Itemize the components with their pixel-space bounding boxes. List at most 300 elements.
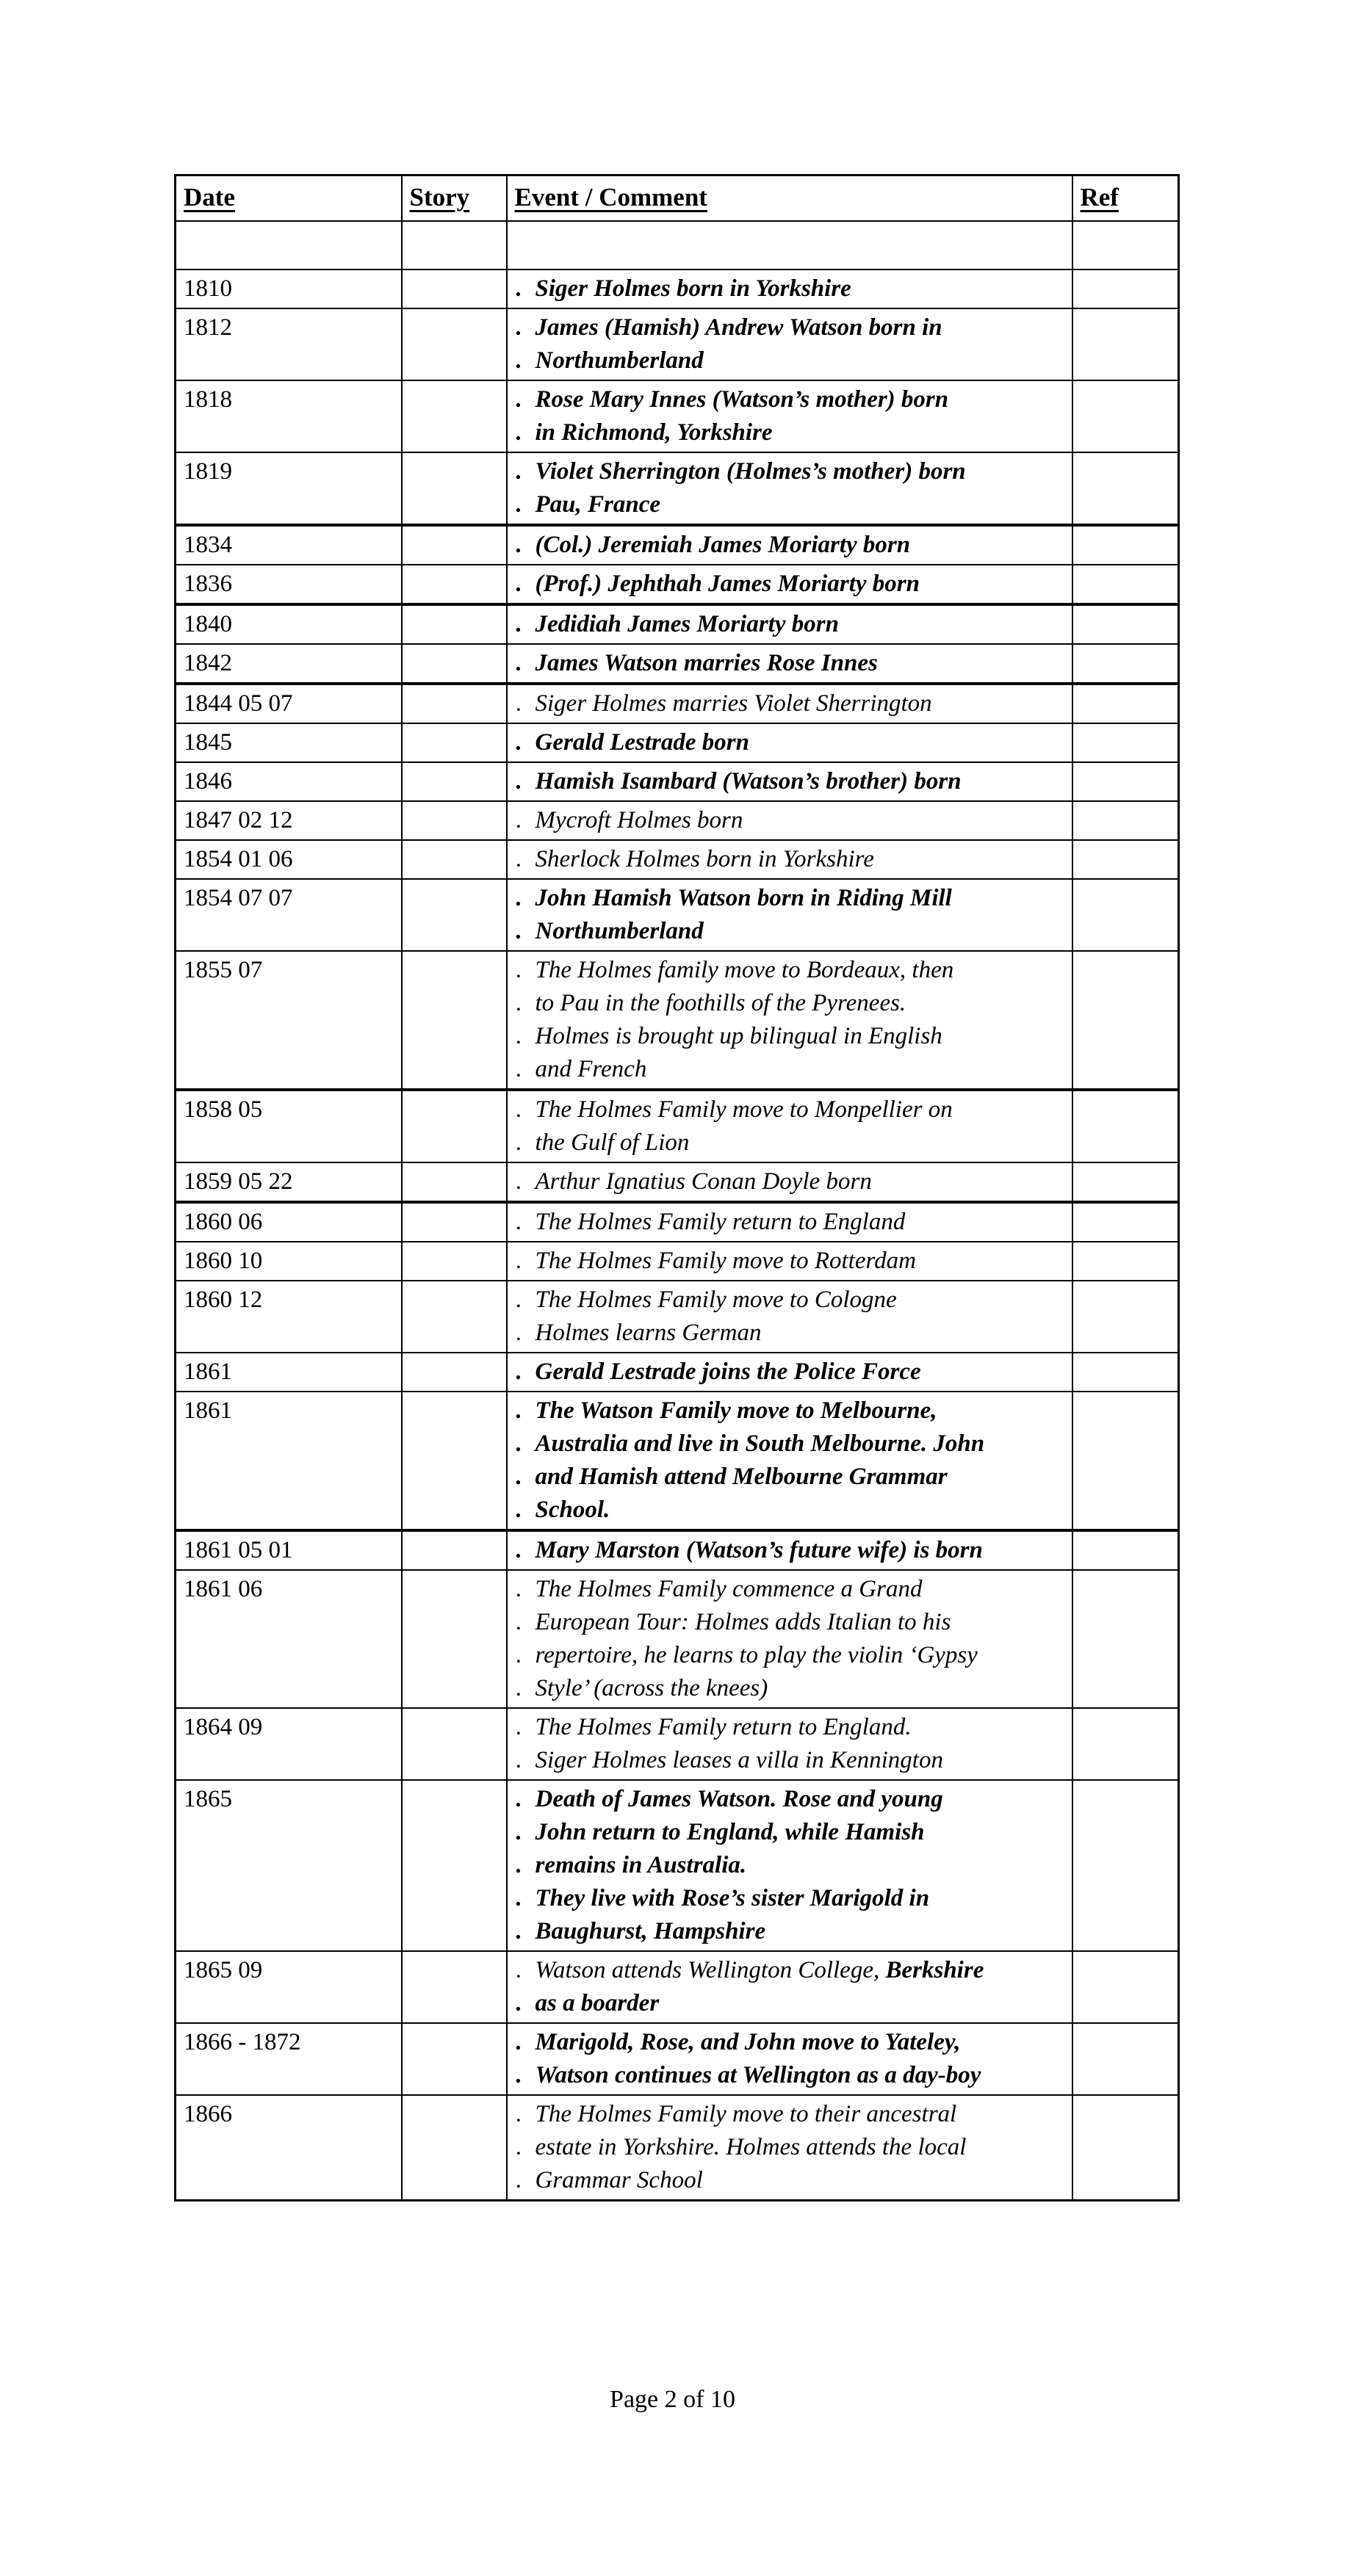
bullet-marker: . — [516, 1168, 522, 1195]
table-row — [176, 1780, 1179, 1951]
event-comment-cell — [507, 762, 1072, 801]
event-comment-cell — [507, 269, 1072, 308]
event-line — [516, 488, 1069, 521]
story-cell — [402, 1162, 507, 1202]
event-line — [516, 1744, 1069, 1777]
event-comment-cell — [507, 644, 1072, 684]
bullet-marker: . — [516, 386, 522, 413]
event-text: Gerald Lestrade joins the Police Force — [535, 1358, 921, 1385]
bullet-marker: . — [516, 1747, 522, 1773]
story-cell — [402, 308, 507, 380]
event-line — [516, 1494, 1069, 1527]
date-cell: 1812 — [176, 308, 402, 380]
event-line — [516, 987, 1069, 1020]
bullet-marker: . — [516, 1358, 522, 1385]
bullet-marker: . — [516, 1918, 522, 1944]
event-text: Holmes learns German — [535, 1320, 762, 1346]
event-comment-cell — [507, 1951, 1072, 2023]
event-text: European Tour: Holmes adds Italian to his — [535, 1609, 951, 1635]
event-text: Death of James Watson. Rose and young — [535, 1786, 943, 1812]
event-text: remains in Australia. — [535, 1852, 747, 1878]
bullet-marker: . — [516, 1609, 522, 1635]
event-line — [516, 2059, 1069, 2092]
event-text: Mary Marston (Watson’s future wife) is born — [535, 1537, 983, 1563]
bullet-marker: . — [516, 1320, 522, 1346]
story-cell — [402, 801, 507, 840]
event-line — [516, 765, 1069, 798]
date-cell: 1810 — [176, 269, 402, 308]
table-row — [176, 879, 1179, 951]
event-line — [516, 1093, 1069, 1126]
event-comment-cell — [507, 1202, 1072, 1242]
story-cell — [402, 2023, 507, 2095]
bullet-marker: . — [516, 275, 522, 302]
story-cell — [402, 1570, 507, 1708]
date-cell: 1860 06 — [176, 1202, 402, 1242]
event-line — [516, 1573, 1069, 1606]
event-comment-cell — [507, 565, 1072, 604]
table-row — [176, 269, 1179, 308]
event-line — [516, 2026, 1069, 2059]
bullet-marker: . — [516, 768, 522, 795]
page-number-footer: Page 2 of 10 — [610, 2386, 735, 2413]
story-cell — [402, 565, 507, 604]
ref-cell — [1072, 879, 1179, 951]
event-line — [516, 1534, 1069, 1567]
event-line — [516, 1245, 1069, 1278]
event-comment-cell — [507, 1090, 1072, 1162]
event-line — [516, 915, 1069, 948]
event-text: estate in Yorkshire. Holmes attends the local — [535, 2134, 967, 2160]
table-row — [176, 2095, 1179, 2201]
event-text: They live with Rose’s sister Marigold in — [535, 1885, 930, 1911]
event-line — [516, 1711, 1069, 1744]
event-comment-cell — [507, 1242, 1072, 1281]
event-text: Siger Holmes born in Yorkshire — [535, 275, 851, 302]
event-line — [516, 1915, 1069, 1948]
column-header-date: Date — [176, 176, 402, 222]
event-line — [516, 1461, 1069, 1494]
event-line — [516, 272, 1069, 305]
event-text: Hamish Isambard (Watson’s brother) born — [535, 768, 962, 795]
table-row — [176, 1392, 1179, 1530]
ref-cell — [1072, 801, 1179, 840]
table-row — [176, 1202, 1179, 1242]
bullet-marker: . — [516, 2029, 522, 2055]
event-comment-cell — [507, 1780, 1072, 1951]
event-line — [516, 1816, 1069, 1849]
bullet-marker: . — [516, 1537, 522, 1563]
bullet-marker: . — [516, 918, 522, 944]
bullet-marker: . — [516, 347, 522, 374]
event-line — [516, 416, 1069, 449]
event-comment-cell — [507, 684, 1072, 723]
bullet-marker: . — [516, 2062, 522, 2088]
column-header-story: Story — [402, 176, 507, 222]
event-line — [516, 529, 1069, 562]
event-text: Arthur Ignatius Conan Doyle born — [535, 1168, 872, 1195]
ref-cell — [1072, 644, 1179, 684]
event-line — [516, 804, 1069, 837]
bullet-marker: . — [516, 1397, 522, 1424]
ref-cell — [1072, 723, 1179, 762]
date-cell: 1819 — [176, 452, 402, 525]
event-line — [516, 2098, 1069, 2131]
event-text: Marigold, Rose, and John move to Yateley, — [535, 2029, 961, 2055]
event-comment-cell — [507, 723, 1072, 762]
event-comment-cell — [507, 951, 1072, 1090]
event-text: Berkshire — [885, 1957, 984, 1983]
story-cell — [402, 1353, 507, 1392]
event-text: repertoire, he learns to play the violin ‘Gypsy — [535, 1642, 978, 1668]
bullet-marker: . — [516, 885, 522, 911]
event-comment-cell — [507, 879, 1072, 951]
table-row — [176, 1242, 1179, 1281]
event-text: John Hamish Watson born in Riding Mill — [535, 885, 952, 911]
bullet-marker: . — [516, 1096, 522, 1123]
ref-cell — [1072, 1281, 1179, 1353]
event-text: Gerald Lestrade born — [535, 729, 749, 756]
event-text: and French — [535, 1056, 647, 1082]
date-cell: 1836 — [176, 565, 402, 604]
ref-cell — [1072, 1202, 1179, 1242]
table-header-row — [176, 176, 1179, 222]
event-comment-cell — [507, 221, 1072, 269]
event-line — [516, 1053, 1069, 1086]
ref-cell — [1072, 565, 1179, 604]
event-text: Siger Holmes leases a villa in Kennington — [535, 1747, 943, 1773]
event-line — [516, 1672, 1069, 1705]
ref-cell — [1072, 951, 1179, 1090]
event-text: The Holmes Family move to Rotterdam — [535, 1248, 916, 1274]
event-text: Australia and live in South Melbourne. John — [535, 1430, 985, 1457]
bullet-marker: . — [516, 1714, 522, 1740]
date-cell: 1846 — [176, 762, 402, 801]
date-cell: 1860 10 — [176, 1242, 402, 1281]
event-text: Violet Sherrington (Holmes’s mother) born — [535, 458, 966, 485]
story-cell — [402, 762, 507, 801]
event-line — [516, 1639, 1069, 1672]
table-row — [176, 1570, 1179, 1708]
table-row — [176, 840, 1179, 879]
event-comment-cell — [507, 1708, 1072, 1780]
story-cell — [402, 1530, 507, 1570]
date-cell: 1864 09 — [176, 1708, 402, 1780]
event-text: Grammar School — [535, 2167, 703, 2193]
event-line — [516, 1284, 1069, 1317]
table-row — [176, 1090, 1179, 1162]
bullet-marker: . — [516, 1430, 522, 1457]
event-text: James (Hamish) Andrew Watson born in — [535, 314, 942, 341]
event-comment-cell — [507, 1392, 1072, 1530]
bullet-marker: . — [516, 690, 522, 717]
date-cell: 1859 05 22 — [176, 1162, 402, 1202]
story-cell — [402, 1242, 507, 1281]
event-line — [516, 1165, 1069, 1198]
bullet-marker: . — [516, 846, 522, 872]
ref-cell — [1072, 1090, 1179, 1162]
table-row — [176, 723, 1179, 762]
bullet-marker: . — [516, 2134, 522, 2160]
bullet-marker: . — [516, 491, 522, 518]
event-line — [516, 1126, 1069, 1159]
event-line — [516, 1954, 1069, 1987]
bullet-marker: . — [516, 1209, 522, 1235]
event-line — [516, 2164, 1069, 2197]
story-cell — [402, 840, 507, 879]
event-line — [516, 954, 1069, 987]
date-cell: 1854 07 07 — [176, 879, 402, 951]
ref-cell — [1072, 1242, 1179, 1281]
table-row — [176, 762, 1179, 801]
ref-cell — [1072, 525, 1179, 565]
story-cell — [402, 452, 507, 525]
event-text: The Holmes Family return to England. — [535, 1714, 912, 1740]
ref-cell — [1072, 1530, 1179, 1570]
event-line — [516, 1987, 1069, 2020]
table-row — [176, 2023, 1179, 2095]
story-cell — [402, 1090, 507, 1162]
bullet-marker: . — [516, 1248, 522, 1274]
table-row — [176, 604, 1179, 644]
table-row — [176, 1951, 1179, 2023]
event-text: Holmes is brought up bilingual in English — [535, 1023, 942, 1049]
event-text: Jedidiah James Moriarty born — [535, 611, 839, 637]
event-line — [516, 1020, 1069, 1053]
ref-cell — [1072, 452, 1179, 525]
table-row — [176, 452, 1179, 525]
story-cell — [402, 604, 507, 644]
event-comment-cell — [507, 1353, 1072, 1392]
event-text: The Holmes Family move to Monpellier on — [535, 1096, 953, 1123]
event-text: Northumberland — [535, 347, 704, 374]
event-line — [516, 687, 1069, 720]
event-text: James Watson marries Rose Innes — [535, 650, 878, 676]
ref-cell — [1072, 1570, 1179, 1708]
bullet-marker: . — [516, 314, 522, 341]
bullet-marker: . — [516, 807, 522, 833]
date-cell: 1858 05 — [176, 1090, 402, 1162]
date-cell: 1860 12 — [176, 1281, 402, 1353]
story-cell — [402, 2095, 507, 2201]
event-line — [516, 1206, 1069, 1239]
bullet-marker: . — [516, 1056, 522, 1082]
event-line — [516, 843, 1069, 876]
bullet-marker: . — [516, 1786, 522, 1812]
event-line — [516, 311, 1069, 344]
ref-cell — [1072, 1392, 1179, 1530]
ref-cell — [1072, 840, 1179, 879]
ref-cell — [1072, 1708, 1179, 1780]
event-comment-cell — [507, 308, 1072, 380]
event-line — [516, 383, 1069, 416]
date-cell: 1818 — [176, 380, 402, 452]
table-row — [176, 1708, 1179, 1780]
date-cell — [176, 221, 402, 269]
event-line — [516, 1356, 1069, 1389]
ref-cell — [1072, 380, 1179, 452]
event-text: and Hamish attend Melbourne Grammar — [535, 1464, 948, 1490]
date-cell: 1834 — [176, 525, 402, 565]
ref-cell — [1072, 1353, 1179, 1392]
bullet-marker: . — [516, 2167, 522, 2193]
bullet-marker: . — [516, 1497, 522, 1523]
date-cell: 1854 01 06 — [176, 840, 402, 879]
ref-cell — [1072, 1780, 1179, 1951]
story-cell — [402, 684, 507, 723]
ref-cell — [1072, 269, 1179, 308]
event-text: John return to England, while Hamish — [535, 1819, 925, 1845]
story-cell — [402, 1951, 507, 2023]
event-line — [516, 882, 1069, 915]
event-text: (Prof.) Jephthah James Moriarty born — [535, 571, 920, 597]
event-line — [516, 568, 1069, 601]
table-row — [176, 1162, 1179, 1202]
event-comment-cell — [507, 604, 1072, 644]
event-line — [516, 608, 1069, 641]
ref-cell — [1072, 2023, 1179, 2095]
event-text: Northumberland — [535, 918, 704, 944]
event-text: Pau, France — [535, 491, 661, 518]
story-cell — [402, 644, 507, 684]
ref-cell — [1072, 1162, 1179, 1202]
column-header-ref: Ref — [1072, 176, 1179, 222]
event-comment-cell — [507, 801, 1072, 840]
date-cell: 1865 — [176, 1780, 402, 1951]
bullet-marker: . — [516, 1023, 522, 1049]
date-cell: 1842 — [176, 644, 402, 684]
bullet-marker: . — [516, 571, 522, 597]
bullet-marker: . — [516, 1576, 522, 1602]
date-cell: 1840 — [176, 604, 402, 644]
bullet-marker: . — [516, 1852, 522, 1878]
event-text: School. — [535, 1497, 610, 1523]
event-line — [516, 1606, 1069, 1639]
event-text: Mycroft Holmes born — [535, 807, 743, 833]
event-comment-cell — [507, 1530, 1072, 1570]
timeline-table-body — [176, 221, 1179, 2201]
story-cell — [402, 269, 507, 308]
bullet-marker: . — [516, 1990, 522, 2016]
date-cell: 1855 07 — [176, 951, 402, 1090]
bullet-marker: . — [516, 1129, 522, 1156]
date-cell: 1866 - 1872 — [176, 2023, 402, 2095]
event-comment-cell — [507, 2023, 1072, 2095]
event-comment-cell — [507, 525, 1072, 565]
bullet-marker: . — [516, 532, 522, 558]
event-line — [516, 1317, 1069, 1350]
table-row — [176, 221, 1179, 269]
ref-cell — [1072, 308, 1179, 380]
event-text: in Richmond, Yorkshire — [535, 419, 773, 446]
story-cell — [402, 1708, 507, 1780]
event-text: Sherlock Holmes born in Yorkshire — [535, 846, 874, 872]
date-cell: 1861 05 01 — [176, 1530, 402, 1570]
event-line — [516, 1394, 1069, 1428]
bullet-marker: . — [516, 1675, 522, 1701]
table-row — [176, 1353, 1179, 1392]
bullet-marker: . — [516, 458, 522, 485]
bullet-marker: . — [516, 1464, 522, 1490]
ref-cell — [1072, 221, 1179, 269]
event-comment-cell — [507, 840, 1072, 879]
date-cell: 1861 06 — [176, 1570, 402, 1708]
event-comment-cell — [507, 2095, 1072, 2201]
event-text: Style’ (across the knees) — [535, 1675, 768, 1701]
bullet-marker: . — [516, 650, 522, 676]
column-header-event-comment: Event / Comment — [507, 176, 1072, 222]
event-text: The Watson Family move to Melbourne, — [535, 1397, 937, 1424]
story-cell — [402, 380, 507, 452]
event-comment-cell — [507, 380, 1072, 452]
bullet-marker: . — [516, 1819, 522, 1845]
event-text: Rose Mary Innes (Watson’s mother) born — [535, 386, 949, 413]
event-text: as a boarder — [535, 1990, 660, 2016]
event-comment-cell — [507, 1570, 1072, 1708]
event-text: (Col.) Jeremiah James Moriarty born — [535, 532, 911, 558]
bullet-marker: . — [516, 1957, 522, 1983]
ref-cell — [1072, 2095, 1179, 2201]
chronology-table — [174, 174, 1180, 2201]
event-text: The Holmes Family move to their ancestral — [535, 2101, 957, 2127]
event-text: The Holmes Family commence a Grand — [535, 1576, 923, 1602]
event-line — [516, 1428, 1069, 1461]
event-comment-cell — [507, 1162, 1072, 1202]
event-line — [516, 1783, 1069, 1816]
date-cell: 1865 09 — [176, 1951, 402, 2023]
event-text: Baughurst, Hampshire — [535, 1918, 766, 1944]
story-cell — [402, 1281, 507, 1353]
ref-cell — [1072, 762, 1179, 801]
table-row — [176, 951, 1179, 1090]
date-cell: 1861 — [176, 1392, 402, 1530]
date-cell: 1844 05 07 — [176, 684, 402, 723]
event-comment-cell — [507, 452, 1072, 525]
date-cell: 1847 02 12 — [176, 801, 402, 840]
event-line — [516, 1882, 1069, 1915]
table-row — [176, 1281, 1179, 1353]
table-row — [176, 1530, 1179, 1570]
table-row — [176, 380, 1179, 452]
event-text: The Holmes Family return to England — [535, 1209, 906, 1235]
story-cell — [402, 525, 507, 565]
bullet-marker: . — [516, 1642, 522, 1668]
date-cell: 1861 — [176, 1353, 402, 1392]
table-row — [176, 684, 1179, 723]
table-row — [176, 801, 1179, 840]
story-cell — [402, 1780, 507, 1951]
bullet-marker: . — [516, 419, 522, 446]
ref-cell — [1072, 1951, 1179, 2023]
story-cell — [402, 951, 507, 1090]
bullet-marker: . — [516, 611, 522, 637]
event-text: to Pau in the foothills of the Pyrenees. — [535, 990, 906, 1016]
event-text: the Gulf of Lion — [535, 1129, 690, 1156]
ref-cell — [1072, 684, 1179, 723]
event-line — [516, 726, 1069, 759]
table-row — [176, 644, 1179, 684]
event-line — [516, 1849, 1069, 1882]
table-row — [176, 525, 1179, 565]
bullet-marker: . — [516, 957, 522, 983]
story-cell — [402, 1202, 507, 1242]
story-cell — [402, 221, 507, 269]
event-text: Watson continues at Wellington as a day-boy — [535, 2062, 981, 2088]
event-line — [516, 2131, 1069, 2164]
bullet-marker: . — [516, 729, 522, 756]
bullet-marker: . — [516, 990, 522, 1016]
bullet-marker: . — [516, 1287, 522, 1313]
